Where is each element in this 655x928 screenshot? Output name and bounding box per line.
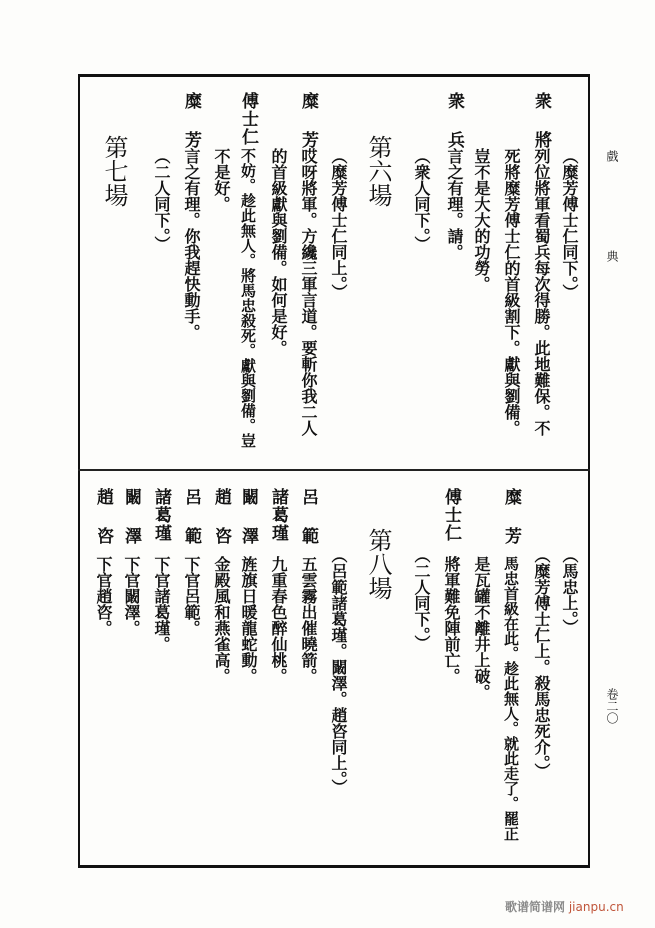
scene-heading: 第六場	[364, 135, 392, 207]
speaker-name: 糜芳	[501, 488, 521, 566]
speaker-name: 趙咨	[211, 488, 231, 566]
dialogue-line: 是瓦罐不離井上破。	[472, 556, 491, 700]
dialogue-line: 豈不是大大的功勞。	[472, 148, 491, 292]
speaker-name: 糜芳	[298, 92, 318, 170]
speaker-name: 衆兵	[444, 92, 464, 170]
speaker-name: 糜芳	[181, 92, 201, 170]
dialogue-line: 將軍難免陣前亡。	[442, 556, 461, 684]
book-title-char: 典	[605, 250, 619, 262]
stage-direction: （糜芳傅士仁上。殺馬忠死介。）	[532, 547, 551, 779]
speaker-name: 呂範	[298, 488, 318, 566]
scene-heading: 第八場	[364, 528, 392, 600]
dialogue-line: 五雲霧出催曉箭。	[299, 556, 318, 684]
dialogue-line: 言之有理。你我趕快動手。	[182, 148, 201, 340]
dialogue-line: 言之有理。請。	[445, 148, 464, 260]
page-number: 卷二〇	[605, 688, 619, 724]
scene-heading: 第七場	[100, 135, 128, 207]
dialogue-line: 馬忠首級在此。趁此無人。就此走了。罷正	[502, 556, 520, 841]
stage-direction: （糜芳傅士仁同上。）	[329, 148, 348, 300]
stage-direction: （呂範諸葛瑾。闞澤。趙咨同上。）	[329, 547, 348, 795]
dialogue-line: 的首級獻與劉備。如何是好。	[269, 148, 288, 356]
dialogue-line: 下官呂範。	[182, 556, 201, 636]
speaker-name: 闞澤	[238, 488, 258, 566]
stage-direction: （馬忠上。）	[560, 547, 579, 635]
dialogue-line: 下官趙咨。	[94, 556, 113, 636]
dialogue-line: 金殿風和燕雀高。	[212, 556, 231, 684]
stage-direction: （二人同下。）	[152, 148, 171, 252]
speaker-name: 諸葛瑾	[151, 488, 171, 542]
stage-direction: （二人同下。）	[412, 547, 431, 651]
speaker-name: 傅士仁	[441, 488, 461, 542]
dialogue-line: 不妨。趁此無人。將馬忠殺死。獻與劉備。豈	[239, 148, 257, 448]
stage-direction: （糜芳傅士仁同下。）	[560, 148, 579, 300]
speaker-name: 趙咨	[93, 488, 113, 566]
dialogue-line: 不是好。	[212, 148, 231, 212]
dialogue-line: 旌旗日暖龍蛇動。	[239, 556, 258, 684]
speaker-name: 衆將	[531, 92, 551, 170]
stage-direction: （衆人同下。）	[412, 148, 431, 252]
watermark-domain: jianpu.cn	[568, 900, 624, 914]
dialogue-line: 下官闞澤。	[122, 556, 141, 636]
watermark	[505, 898, 624, 915]
dialogue-line: 下官諸葛瑾。	[152, 556, 171, 652]
section-divider	[78, 469, 590, 471]
dialogue-line: 哎呀將軍。方纔三軍言道。要斬你我二人	[299, 148, 318, 436]
book-title-char: 戲	[605, 150, 619, 162]
dialogue-line: 列位將軍看蜀兵每次得勝。此地難保。不	[532, 148, 551, 436]
speaker-name: 闞澤	[121, 488, 141, 566]
dialogue-line: 死將糜芳傅士仁的首級割下。獻與劉備。	[502, 148, 521, 436]
dialogue-line: 九重春色醉仙桃。	[269, 556, 288, 684]
speaker-name: 諸葛瑾	[268, 488, 288, 542]
speaker-name: 傅士仁	[238, 92, 258, 146]
speaker-name: 呂範	[181, 488, 201, 566]
watermark-cn: 歌谱简谱网	[505, 900, 566, 914]
